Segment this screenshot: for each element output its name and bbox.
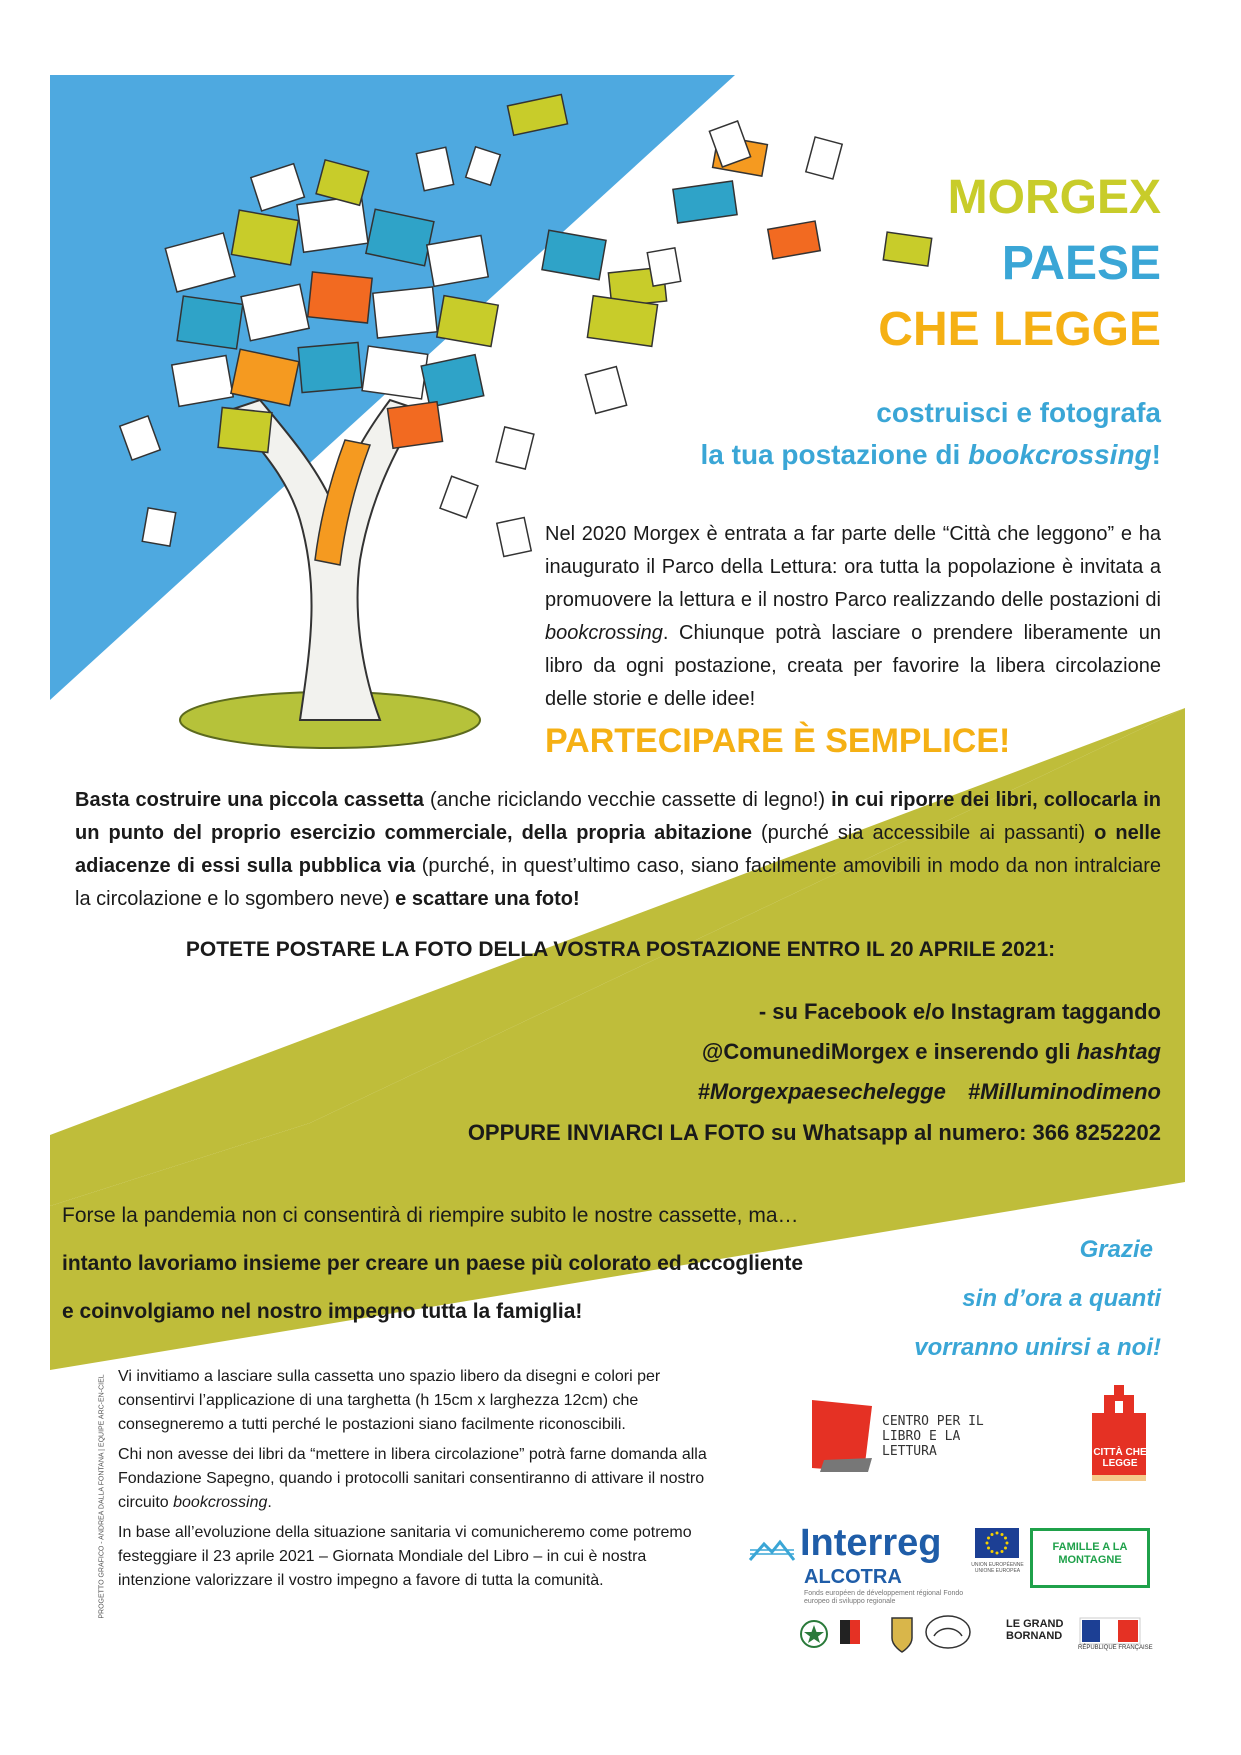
note-3: In base all’evoluzione della situazione sanitaria vi comunicheremo come potremo festeggiare il 23 aprile 2021 – Giornata Mondiale del Libro – in cui è nostra intenzione valorizzare il vostro impegno a favore di tutta la comunità. [118,1524,692,1589]
title-line-morgex: MORGEX [947,171,1161,224]
subtitle-line-2 [700,434,1161,476]
eu-flag-icon [975,1528,1019,1558]
how-text-3: (purché, in quest’ultimo caso, siano facilmente amovibili in modo da non intralciare la circolazione e lo sgombero neve) [75,855,1161,910]
centro-libro-icon [812,1398,878,1474]
interreg-alcotra: ALCOTRA [804,1566,902,1588]
note-1: Vi invitiamo a lasciare sulla cassetta uno spazio libero da disegni e colori per consentirvi l’applicazione di una targhetta (h 15cm x larghezza 12cm) che consegneremo a tutti perché le postazioni siano facilmente riconoscibili. [118,1368,661,1433]
hashtag-2: #Milluminodimeno [967,1079,1161,1104]
italian-republic-seal-icon [801,1621,827,1647]
title-line-paese: PAESE [1001,237,1161,290]
thanks-line-2: sin d’ora a quanti [962,1285,1161,1312]
subtitle-line-2-italic: bookcrossing [968,439,1152,470]
social-line-2-pre: @ComunediMorgex e inserendo gli [701,1039,1077,1064]
how-bold-4: e scattare una foto! [395,888,580,910]
note-2 [118,1443,718,1515]
logo-centro-libro [812,1398,1012,1478]
morgex-coat-of-arms-icon [892,1618,912,1652]
logo-interreg [748,1522,978,1605]
intro-part-1: Nel 2020 Morgex è entrata a far parte delle “Città che leggono” e ha inaugurato il Parco della Lettura: ora tutta la popolazione è invitata a promuovere la lettura e il nostro Parco realizzando delle postazioni di [545,523,1161,611]
logo-citta-text: CITTÀ CHE LEGGE [1093,1447,1147,1469]
valle-aosta-region-icon [840,1620,860,1644]
interreg-fund: Fonds européen de développement régional Fondo europeo di sviluppo regionale [804,1590,964,1605]
how-text-2: (purché sia accessibile ai passanti) [751,822,1095,844]
republique-francaise-icon [1080,1618,1140,1644]
republique-francaise-text: RÉPUBLIQUE FRANÇAISE [1078,1645,1153,1651]
interreg-name: Interreg [800,1522,942,1564]
logo-citta-che-legge [1088,1383,1150,1483]
closing-line-3: e coinvolgiamo nel nostro impegno tutta la famiglia! [62,1300,583,1323]
logo-famille-montagne [1030,1528,1150,1588]
note-2-post: . [267,1494,272,1511]
subtitle-line-2-post: ! [1151,439,1161,470]
title-line-che-legge: CHE LEGGE [878,303,1161,356]
intro-italic: bookcrossing [545,622,663,644]
thanks-text [914,1225,1161,1372]
thanks-line-1: Grazie [1079,1236,1153,1263]
eu-text: UNION EUROPÉENNE UNIONE EUROPEA [971,1562,1024,1574]
hashtag-1: #Morgexpaesechelegge [697,1079,946,1104]
deadline-text: POTETE POSTARE LA FOTO DELLA VOSTRA POSTAZIONE ENTRO IL 20 APRILE 2021: [185,938,1056,961]
closing-text [62,1192,882,1336]
closing-line-2: intanto lavoriamo insieme per creare un paese più colorato ed accogliente [62,1252,804,1275]
subtitle-line-2-pre: la tua postazione di [700,439,969,470]
section-heading: PARTECIPARE È SEMPLICE! [545,722,1011,760]
note-2-pre: Chi non avesse dei libri da “mettere in libera circolazione” potrà farne domanda alla Fondazione Sapegno, quando i protocolli sanitari consentiranno di attivare il nostro circuito [118,1446,707,1511]
partner-seals [800,1612,1160,1662]
thanks-line-3: vorranno unirsi a noi! [914,1334,1161,1361]
how-bold-2: in cui riporre dei libri, collocarla in un punto del proprio esercizio commerciale, della propria abitazione [75,789,1161,844]
logo-famille-text: FAMILLE A LA MONTAGNE [1052,1541,1128,1566]
how-text-1: (anche riciclando vecchie cassette di legno!) [423,789,832,811]
how-bold-3: o nelle adiacenze di essi sulla pubblica via [75,822,1161,877]
social-line-2-italic: hashtag [1076,1039,1161,1064]
social-instructions [698,992,1161,1112]
interreg-mountain-icon [748,1534,796,1564]
logo-grand-bornand: LE GRAND BORNAND [1006,1618,1064,1642]
design-credit-text: PROGETTO GRAFICO - ANDREA DALLA FONTANA | EQUIPE ARC-EN-CIEL [98,1374,106,1619]
social-line-2 [698,1032,1161,1072]
closing-line-1: Forse la pandemia non ci consentirà di riempire subito le nostre cassette, ma… [62,1204,799,1227]
poster-title [878,165,1161,363]
hashtags [698,1072,1161,1112]
whatsapp-line: OPPURE INVIARCI LA FOTO su Whatsapp al numero: 366 8252202 [467,1120,1161,1145]
fondazione-sapegno-seal-icon [926,1616,970,1648]
intro-part-2: . Chiunque potrà lasciare o prendere liberamente un libro da ogni postazione, creata per favorire la libera circolazione delle storie e delle idee! [545,622,1161,710]
intro-paragraph [545,518,1161,716]
subtitle-line-1: costruisci e fotografa [876,397,1161,428]
subtitle [700,392,1161,476]
social-line-1: - su Facebook e/o Instagram taggando [758,999,1161,1024]
notes [118,1365,718,1599]
design-credit [92,1365,106,1635]
how-paragraph [75,784,1161,916]
how-bold-1: Basta costruire una piccola cassetta [75,789,424,811]
note-2-italic: bookcrossing [173,1494,268,1511]
logo-centro-text: CENTRO PER IL LIBRO E LA LETTURA [882,1414,984,1459]
